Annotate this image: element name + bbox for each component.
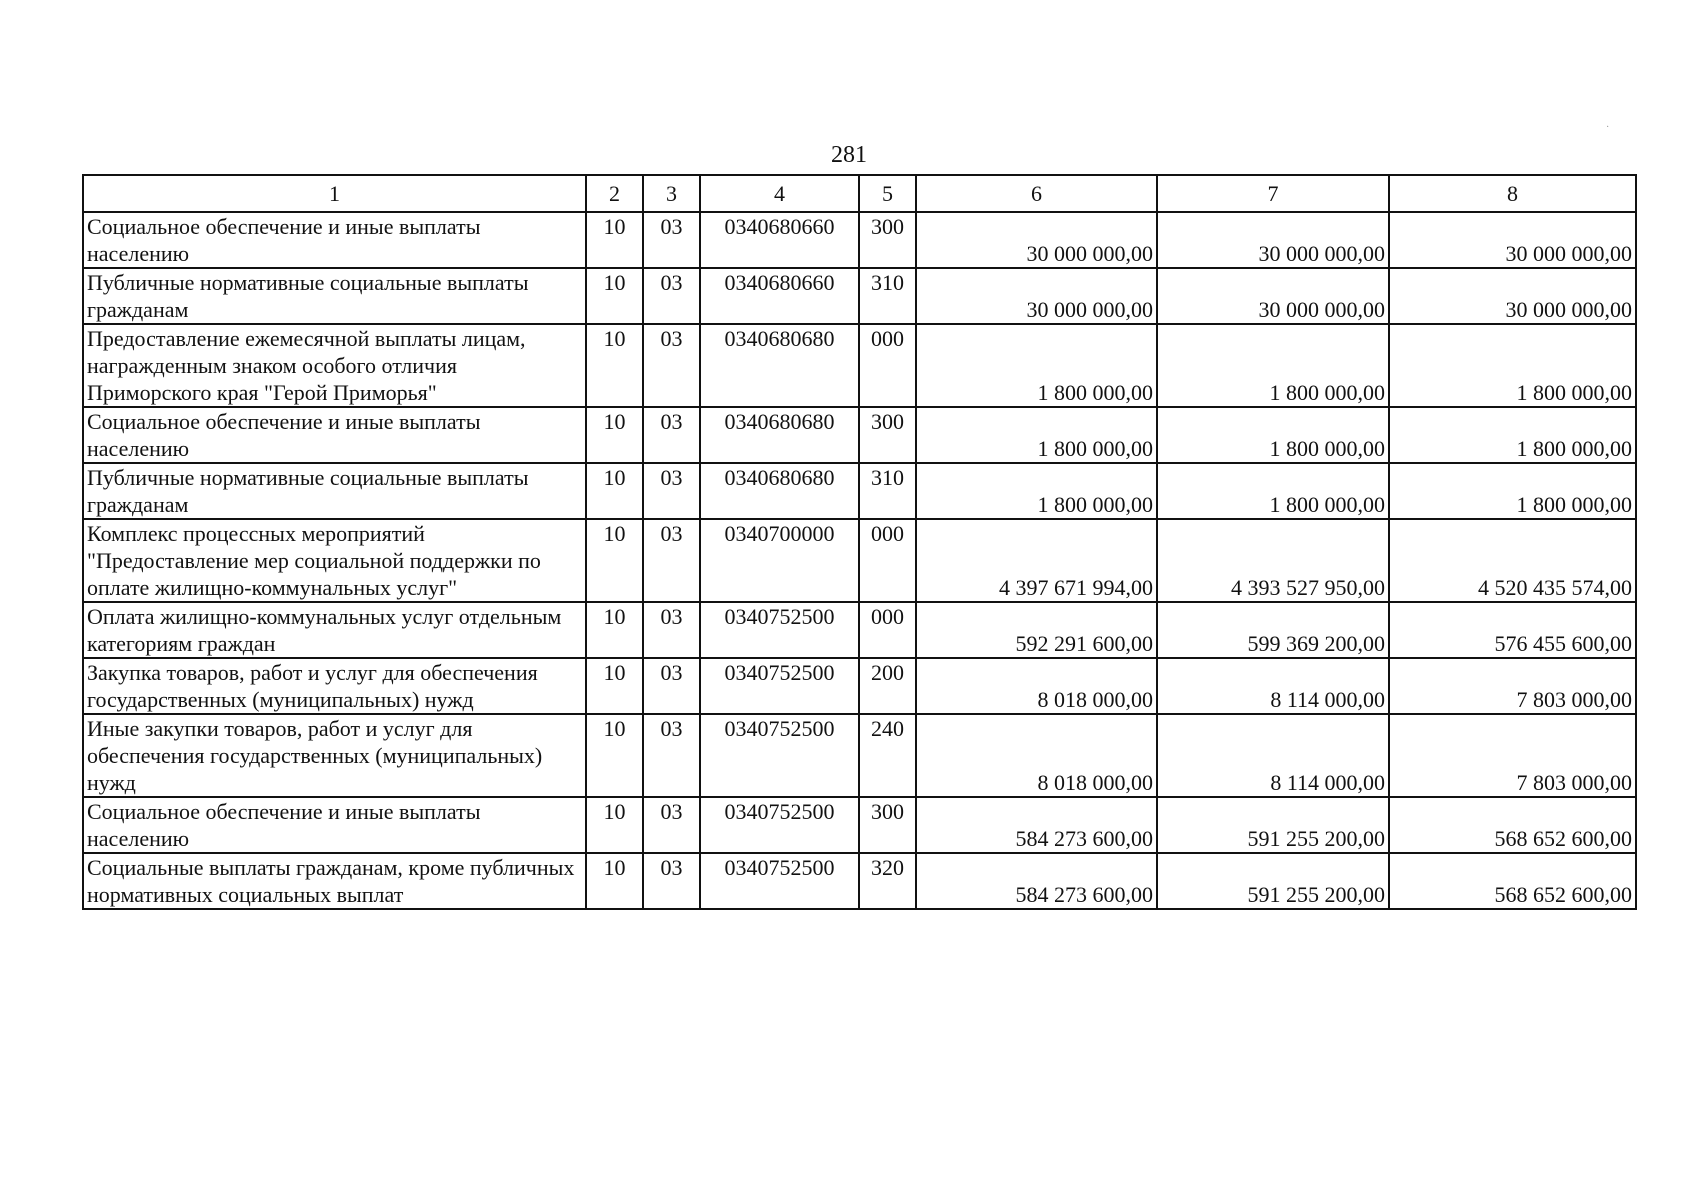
cell-amount-col8: 7 803 000,00 [1389,658,1636,714]
cell-amount-col7: 8 114 000,00 [1157,714,1389,797]
cell-expense-type: 200 [859,658,916,714]
cell-amount-col7: 1 800 000,00 [1157,324,1389,407]
cell-amount-col6: 1 800 000,00 [916,407,1157,463]
cell-expense-type: 300 [859,407,916,463]
cell-amount-col8: 4 520 435 574,00 [1389,519,1636,602]
cell-target-article: 0340680680 [700,463,859,519]
cell-name: Публичные нормативные социальные выплаты гражданам [83,268,586,324]
cell-amount-col6: 584 273 600,00 [916,797,1157,853]
cell-expense-type: 000 [859,519,916,602]
cell-amount-col6: 1 800 000,00 [916,463,1157,519]
cell-amount-col8: 30 000 000,00 [1389,212,1636,268]
cell-amount-col6: 8 018 000,00 [916,714,1157,797]
cell-name: Комплекс процессных мероприятий "Предоставление мер социальной поддержки по оплате жилищно-коммунальных услуг" [83,519,586,602]
cell-target-article: 0340752500 [700,714,859,797]
cell-expense-type: 320 [859,853,916,909]
header-cell-6: 6 [916,175,1157,212]
cell-subsection: 03 [643,658,700,714]
header-cell-8: 8 [1389,175,1636,212]
cell-expense-type: 000 [859,602,916,658]
cell-name: Закупка товаров, работ и услуг для обеспечения государственных (муниципальных) нужд [83,658,586,714]
cell-amount-col8: 1 800 000,00 [1389,407,1636,463]
cell-section: 10 [586,212,643,268]
table-row [83,714,1636,797]
table-row [83,519,1636,602]
table-row [83,407,1636,463]
cell-section: 10 [586,324,643,407]
cell-target-article: 0340680680 [700,407,859,463]
cell-amount-col7: 8 114 000,00 [1157,658,1389,714]
cell-amount-col8: 1 800 000,00 [1389,324,1636,407]
header-cell-7: 7 [1157,175,1389,212]
cell-amount-col6: 30 000 000,00 [916,268,1157,324]
cell-section: 10 [586,407,643,463]
cell-amount-col8: 576 455 600,00 [1389,602,1636,658]
cell-amount-col7: 591 255 200,00 [1157,853,1389,909]
cell-section: 10 [586,519,643,602]
cell-target-article: 0340680660 [700,212,859,268]
cell-amount-col7: 599 369 200,00 [1157,602,1389,658]
cell-amount-col8: 30 000 000,00 [1389,268,1636,324]
cell-section: 10 [586,853,643,909]
cell-target-article: 0340752500 [700,853,859,909]
cell-section: 10 [586,797,643,853]
budget-table [82,174,1637,910]
cell-section: 10 [586,602,643,658]
cell-section: 10 [586,658,643,714]
cell-name: Предоставление ежемесячной выплаты лицам, награжденным знаком особого отличия Приморского края "Герой Приморья" [83,324,586,407]
cell-subsection: 03 [643,463,700,519]
cell-amount-col8: 568 652 600,00 [1389,797,1636,853]
cell-expense-type: 240 [859,714,916,797]
cell-name: Социальные выплаты гражданам, кроме публичных нормативных социальных выплат [83,853,586,909]
cell-amount-col7: 1 800 000,00 [1157,463,1389,519]
table-row [83,463,1636,519]
page-number: 281 [831,142,867,168]
cell-name: Социальное обеспечение и иные выплаты населению [83,407,586,463]
cell-subsection: 03 [643,519,700,602]
table-row [83,853,1636,909]
header-cell-3: 3 [643,175,700,212]
cell-subsection: 03 [643,602,700,658]
cell-name: Публичные нормативные социальные выплаты гражданам [83,463,586,519]
cell-amount-col6: 592 291 600,00 [916,602,1157,658]
cell-name: Оплата жилищно-коммунальных услуг отдельным категориям граждан [83,602,586,658]
cell-section: 10 [586,268,643,324]
cell-amount-col6: 4 397 671 994,00 [916,519,1157,602]
cell-target-article: 0340752500 [700,602,859,658]
cell-section: 10 [586,714,643,797]
cell-expense-type: 310 [859,268,916,324]
cell-expense-type: 310 [859,463,916,519]
cell-target-article: 0340680680 [700,324,859,407]
table-row [83,268,1636,324]
table-row [83,212,1636,268]
cell-name: Социальное обеспечение и иные выплаты населению [83,797,586,853]
header-cell-4: 4 [700,175,859,212]
table-row [83,797,1636,853]
cell-amount-col8: 1 800 000,00 [1389,463,1636,519]
cell-target-article: 0340752500 [700,797,859,853]
header-cell-2: 2 [586,175,643,212]
cell-amount-col6: 584 273 600,00 [916,853,1157,909]
cell-amount-col6: 30 000 000,00 [916,212,1157,268]
cell-target-article: 0340700000 [700,519,859,602]
cell-subsection: 03 [643,407,700,463]
cell-subsection: 03 [643,324,700,407]
cell-name: Иные закупки товаров, работ и услуг для обеспечения государственных (муниципальных) нужд [83,714,586,797]
cell-expense-type: 300 [859,797,916,853]
cell-amount-col7: 4 393 527 950,00 [1157,519,1389,602]
cell-amount-col7: 591 255 200,00 [1157,797,1389,853]
header-cell-1: 1 [83,175,586,212]
cell-expense-type: 000 [859,324,916,407]
cell-name: Социальное обеспечение и иные выплаты населению [83,212,586,268]
cell-amount-col7: 1 800 000,00 [1157,407,1389,463]
cell-subsection: 03 [643,212,700,268]
cell-target-article: 0340752500 [700,658,859,714]
cell-subsection: 03 [643,714,700,797]
cell-amount-col6: 1 800 000,00 [916,324,1157,407]
cell-amount-col7: 30 000 000,00 [1157,212,1389,268]
table-row [83,658,1636,714]
cell-section: 10 [586,463,643,519]
header-cell-5: 5 [859,175,916,212]
cell-target-article: 0340680660 [700,268,859,324]
cell-subsection: 03 [643,797,700,853]
cell-amount-col8: 568 652 600,00 [1389,853,1636,909]
table-row [83,324,1636,407]
cell-amount-col6: 8 018 000,00 [916,658,1157,714]
scan-mark: · [1606,122,1610,133]
cell-amount-col7: 30 000 000,00 [1157,268,1389,324]
cell-subsection: 03 [643,268,700,324]
cell-subsection: 03 [643,853,700,909]
header-row [83,175,1636,212]
cell-amount-col8: 7 803 000,00 [1389,714,1636,797]
cell-expense-type: 300 [859,212,916,268]
table-row [83,602,1636,658]
